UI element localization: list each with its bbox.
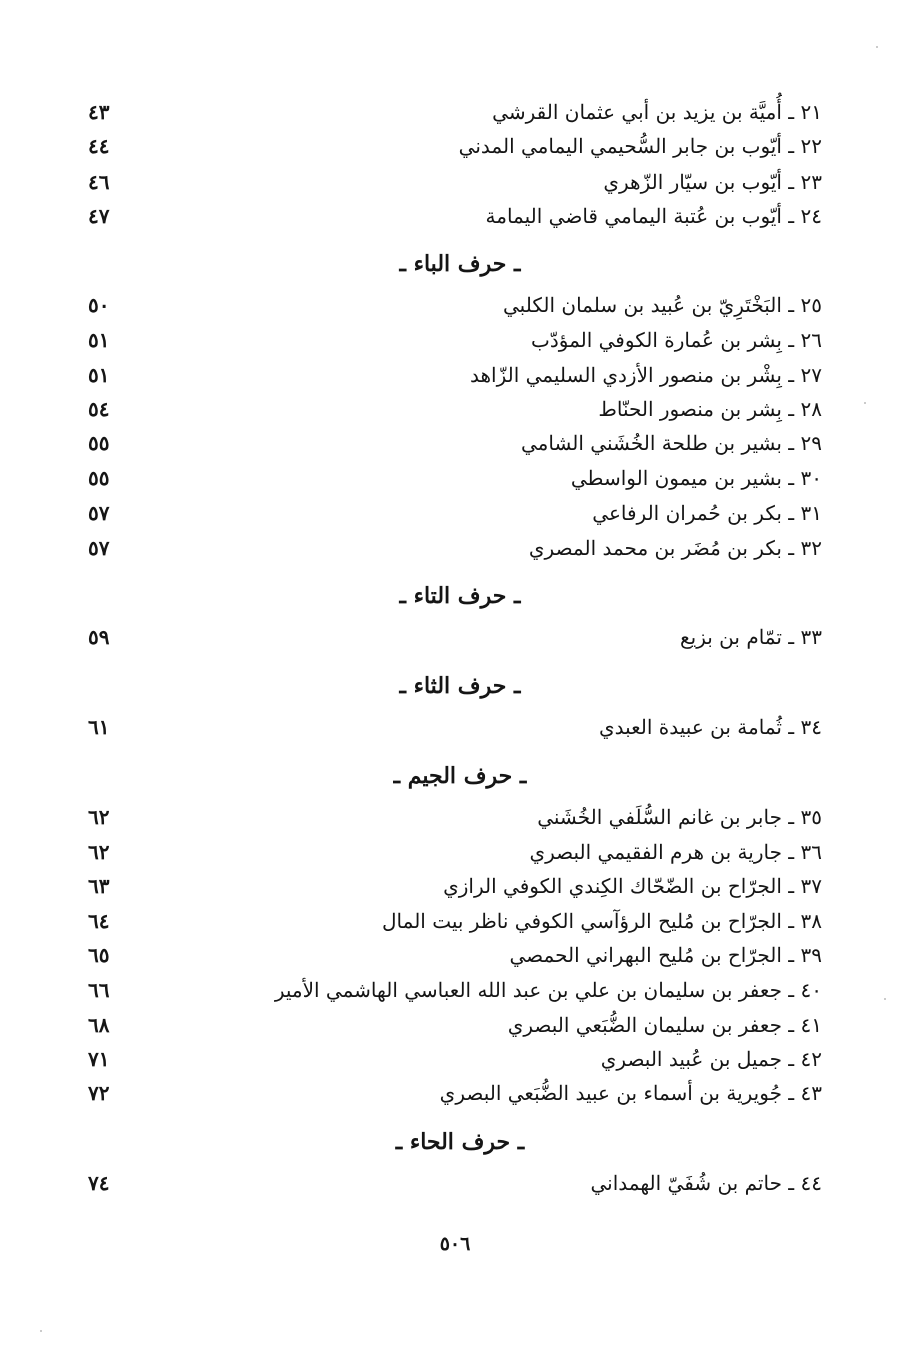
entry-title: ٢٣ ـ أيّوب بن سيّار الزّهري: [603, 170, 822, 194]
entry-page-number: ٧٤: [88, 1171, 110, 1195]
entry-title: ٣٧ ـ الجرّاح بن الضّحّاك الكِندي الكوفي الرازي: [443, 874, 822, 898]
entry-page-number: ٦٢: [88, 805, 110, 829]
entry-page-number: ٦٤: [88, 909, 110, 933]
scan-speck: [864, 402, 866, 404]
entry-page-number: ٥٥: [88, 431, 110, 455]
entry-page-number: ٤٣: [88, 100, 110, 124]
entry-page-number: ٥٧: [88, 536, 110, 560]
entry-title: ٢٩ ـ بشير بن طلحة الخُشَني الشامي: [520, 431, 822, 455]
index-entry: [0, 1042, 910, 1076]
index-entry: [0, 1076, 910, 1110]
entry-title: ٣٤ ـ ثُمامة بن عبيدة العبدي: [598, 715, 822, 739]
entry-title: ٤٣ ـ جُويرية بن أسماء بن عبيد الضُّبَعي البصري: [439, 1081, 822, 1105]
scan-speck: [40, 1330, 42, 1332]
entry-page-number: ٦٣: [88, 874, 110, 898]
section-title: ـ حرف الجيم ـ: [393, 763, 527, 789]
entry-title: ٢٢ ـ أيّوب بن جابر السُّحيمي اليمامي المدني: [458, 134, 822, 158]
index-entry: [0, 531, 910, 565]
index-entry: [0, 426, 910, 460]
entry-page-number: ٤٦: [88, 170, 110, 194]
index-entry: [0, 710, 910, 744]
index-entry: [0, 800, 910, 834]
entry-title: ٣٥ ـ جابر بن غانم السُّلَفي الخُشَني: [537, 805, 822, 829]
entry-title: ٣٠ ـ بشير بن ميمون الواسطي: [570, 466, 822, 490]
entry-title: ٢٧ ـ بِشْر بن منصور الأزدي السليمي الزّاهد: [469, 363, 822, 387]
entry-title: ٣٩ ـ الجرّاح بن مُليح البهراني الحمصي: [509, 943, 822, 967]
entry-page-number: ٥٩: [88, 625, 110, 649]
entry-title: ٤١ ـ جعفر بن سليمان الضُّبَعي البصري: [507, 1013, 822, 1037]
section-title: ـ حرف التاء ـ: [399, 583, 521, 609]
index-entry: [0, 496, 910, 530]
index-entry: [0, 392, 910, 426]
index-entry: [0, 1166, 910, 1200]
entry-page-number: ٧٢: [88, 1081, 110, 1105]
index-entry: [0, 1008, 910, 1042]
index-entry: [0, 129, 910, 163]
entry-page-number: ٦٢: [88, 840, 110, 864]
section-heading-haa: [0, 1122, 910, 1162]
entry-page-number: ٦٨: [88, 1013, 110, 1037]
index-entry: [0, 461, 910, 495]
index-entry: [0, 323, 910, 357]
index-entry: [0, 620, 910, 654]
entry-page-number: ٥٤: [88, 397, 110, 421]
entry-page-number: ٧١: [88, 1047, 110, 1071]
entry-title: ٤٤ ـ حاتم بن شُفَيّ الهمداني: [590, 1171, 822, 1195]
entry-page-number: ٦١: [88, 715, 110, 739]
entry-title: ٢١ ـ أُميَّة بن يزيد بن أبي عثمان القرشي: [492, 100, 822, 124]
index-entry: [0, 973, 910, 1007]
entry-page-number: ٦٦: [88, 978, 110, 1002]
entry-title: ٢٦ ـ بِشر بن عُمارة الكوفي المؤدّب: [531, 328, 822, 352]
section-heading-thaa: [0, 666, 910, 706]
entry-title: ٣٨ ـ الجرّاح بن مُليح الرؤآسي الكوفي ناظر بيت المال: [382, 909, 822, 933]
section-heading-taa: [0, 576, 910, 616]
index-entry: [0, 288, 910, 322]
page-number: ٥٠٦: [439, 1233, 471, 1255]
scan-speck: [876, 46, 878, 48]
section-title: ـ حرف الباء ـ: [399, 251, 521, 277]
index-entry: [0, 835, 910, 869]
index-entry: [0, 95, 910, 129]
section-title: ـ حرف الحاء ـ: [395, 1129, 525, 1155]
entry-title: ٣٢ ـ بكر بن مُضَر بن محمد المصري: [528, 536, 822, 560]
entry-page-number: ٥١: [88, 363, 110, 387]
section-heading-baa: [0, 244, 910, 284]
entry-title: ٤٢ ـ جميل بن عُبيد البصري: [600, 1047, 822, 1071]
entry-title: ٢٨ ـ بِشر بن منصور الحنّاط: [598, 397, 822, 421]
entry-page-number: ٥٠: [88, 293, 110, 317]
entry-title: ٢٤ ـ أيّوب بن عُتبة اليمامي قاضي اليمامة: [485, 204, 822, 228]
entry-page-number: ٥٥: [88, 466, 110, 490]
index-entry: [0, 358, 910, 392]
entry-page-number: ٦٥: [88, 943, 110, 967]
entry-title: ٣١ ـ بكر بن حُمران الرفاعي: [592, 501, 822, 525]
entry-title: ٣٦ ـ جارية بن هرم الفقيمي البصري: [529, 840, 822, 864]
index-entry: [0, 199, 910, 233]
index-entry: [0, 904, 910, 938]
section-title: ـ حرف الثاء ـ: [399, 673, 521, 699]
entry-page-number: ٤٧: [88, 204, 110, 228]
entry-page-number: ٥٧: [88, 501, 110, 525]
entry-title: ٣٣ ـ تمّام بن بزيع: [680, 625, 822, 649]
entry-title: ٢٥ ـ البَخْتَرِيّ بن عُبيد بن سلمان الكلبي: [503, 293, 822, 317]
entry-title: ٤٠ ـ جعفر بن سليمان بن علي بن عبد الله العباسي الهاشمي الأمير: [274, 978, 822, 1002]
index-entry: [0, 165, 910, 199]
scan-speck: [884, 998, 886, 1000]
index-entry: [0, 869, 910, 903]
entry-page-number: ٥١: [88, 328, 110, 352]
section-heading-jeem: [0, 756, 910, 796]
entry-page-number: ٤٤: [88, 134, 110, 158]
index-entry: [0, 938, 910, 972]
